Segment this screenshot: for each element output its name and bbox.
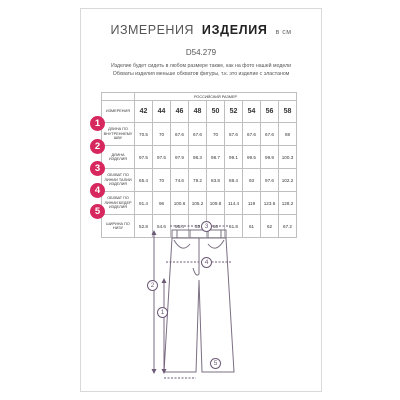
empty-cell <box>102 93 135 101</box>
size-cell: 50 <box>207 101 225 123</box>
value-cell: 67.6 <box>189 123 207 146</box>
left-pocket <box>174 240 190 248</box>
table-row <box>102 123 297 146</box>
size-cell: 52 <box>225 101 243 123</box>
right-pocket <box>208 240 224 248</box>
measure-label: ДЛИНА ПО ВНУТРЕННЕМУ ШВУ <box>102 123 135 146</box>
value-cell: 70 <box>153 169 171 192</box>
arrow-down-icon <box>152 369 157 374</box>
value-cell: 100.3 <box>279 146 297 169</box>
table-row <box>102 169 297 192</box>
size-cell: 54 <box>243 101 261 123</box>
value-cell: 52.8 <box>135 215 153 238</box>
table-row <box>102 192 297 215</box>
value-cell: 93 <box>243 169 261 192</box>
size-cell: 48 <box>189 101 207 123</box>
value-cell: 97.5 <box>135 146 153 169</box>
value-cell: 98.3 <box>189 146 207 169</box>
marker-4: 4 <box>90 183 105 198</box>
value-cell: 55 <box>189 215 207 238</box>
value-cell: 97.5 <box>153 146 171 169</box>
value-cell: 67.6 <box>171 123 189 146</box>
value-cell: 105.2 <box>189 192 207 215</box>
value-cell: 98.7 <box>207 146 225 169</box>
value-cell: 97.9 <box>171 146 189 169</box>
measure-label: ШИРИНА ПО НИЗУ <box>102 215 135 238</box>
diagram-marker-4: 4 <box>201 257 212 268</box>
value-cell: 65.4 <box>135 169 153 192</box>
article-number: D54.279 <box>185 48 217 57</box>
belt-loops <box>177 230 221 238</box>
value-cell: 88.4 <box>225 169 243 192</box>
size-cell: 46 <box>171 101 189 123</box>
elastane-note: Обхваты изделия меньше обхватов фигуры, т.к. это изделие с эластаном <box>112 71 290 77</box>
table-row <box>102 146 297 169</box>
size-cell: 42 <box>135 101 153 123</box>
diagram-marker-5: 5 <box>210 358 221 369</box>
arrow-up-icon <box>162 278 167 283</box>
value-cell: 67.6 <box>261 123 279 146</box>
value-cell: 91.4 <box>135 192 153 215</box>
size-cell: 44 <box>153 101 171 123</box>
value-cell: 62 <box>261 215 279 238</box>
size-header-row <box>102 101 297 123</box>
value-cell: 119 <box>243 192 261 215</box>
value-cell: 123.6 <box>261 192 279 215</box>
title-prefix: ИЗМЕРЕНИЯ <box>110 23 194 37</box>
fly-stitch <box>193 238 199 275</box>
value-cell: 67.6 <box>225 123 243 146</box>
value-cell: 83.8 <box>207 169 225 192</box>
value-cell: 109.8 <box>207 192 225 215</box>
value-cell: 96 <box>153 192 171 215</box>
diagram-marker-2: 2 <box>147 280 158 291</box>
diagram-marker-3: 3 <box>201 221 212 232</box>
value-cell: 99.5 <box>243 146 261 169</box>
value-cell: 97.6 <box>261 169 279 192</box>
value-cell: 70.5 <box>135 123 153 146</box>
value-cell: 56.4 <box>171 215 189 238</box>
measure-label: ОБХВАТ ПО ЛИНИИ ТАЛИИ ИЗДЕЛИЯ <box>102 169 135 192</box>
value-cell: 74.6 <box>171 169 189 192</box>
waistband-outline <box>172 230 226 238</box>
marker-5: 5 <box>90 204 105 219</box>
diagram-marker-1: 1 <box>157 307 168 318</box>
page-title <box>81 23 321 37</box>
row-header-label: ИЗМЕРЕНИЯ <box>102 101 135 123</box>
arrow-up-icon <box>152 230 157 235</box>
value-cell: 61 <box>243 215 261 238</box>
title-bold: ИЗДЕЛИЯ <box>201 23 268 37</box>
value-cell: 70 <box>207 123 225 146</box>
measure-label: ДЛИНА ИЗДЕЛИЯ <box>102 146 135 169</box>
marker-2: 2 <box>90 139 105 154</box>
value-cell: 61.8 <box>225 215 243 238</box>
measure-label: ОБХВАТ ПО ЛИНИИ БЕДЕР ИЗДЕЛИЯ <box>102 192 135 215</box>
value-cell: 67.2 <box>279 215 297 238</box>
value-cell: 70 <box>153 123 171 146</box>
jeans-diagram <box>130 222 270 382</box>
fit-note: Изделие будет сидеть в любом размере также, как на фото нашей модели <box>111 63 291 69</box>
value-cell: 128.2 <box>279 192 297 215</box>
title-unit: в см <box>275 29 292 36</box>
value-cell: 54.6 <box>153 215 171 238</box>
value-cell: 99.1 <box>225 146 243 169</box>
size-system-row <box>102 93 297 101</box>
size-cell: 56 <box>261 101 279 123</box>
value-cell: 99.9 <box>261 146 279 169</box>
value-cell: 67.6 <box>243 123 261 146</box>
size-cell: 58 <box>279 101 297 123</box>
size-system-label: РОССИЙСКИЙ РАЗМЕР <box>135 93 297 101</box>
value-cell: 114.4 <box>225 192 243 215</box>
value-cell: 60 <box>207 215 225 238</box>
value-cell: 100.6 <box>171 192 189 215</box>
value-cell: 69 <box>279 123 297 146</box>
size-table <box>101 92 297 238</box>
marker-1: 1 <box>90 116 105 131</box>
marker-3: 3 <box>90 161 105 176</box>
value-cell: 102.2 <box>279 169 297 192</box>
value-cell: 79.2 <box>189 169 207 192</box>
